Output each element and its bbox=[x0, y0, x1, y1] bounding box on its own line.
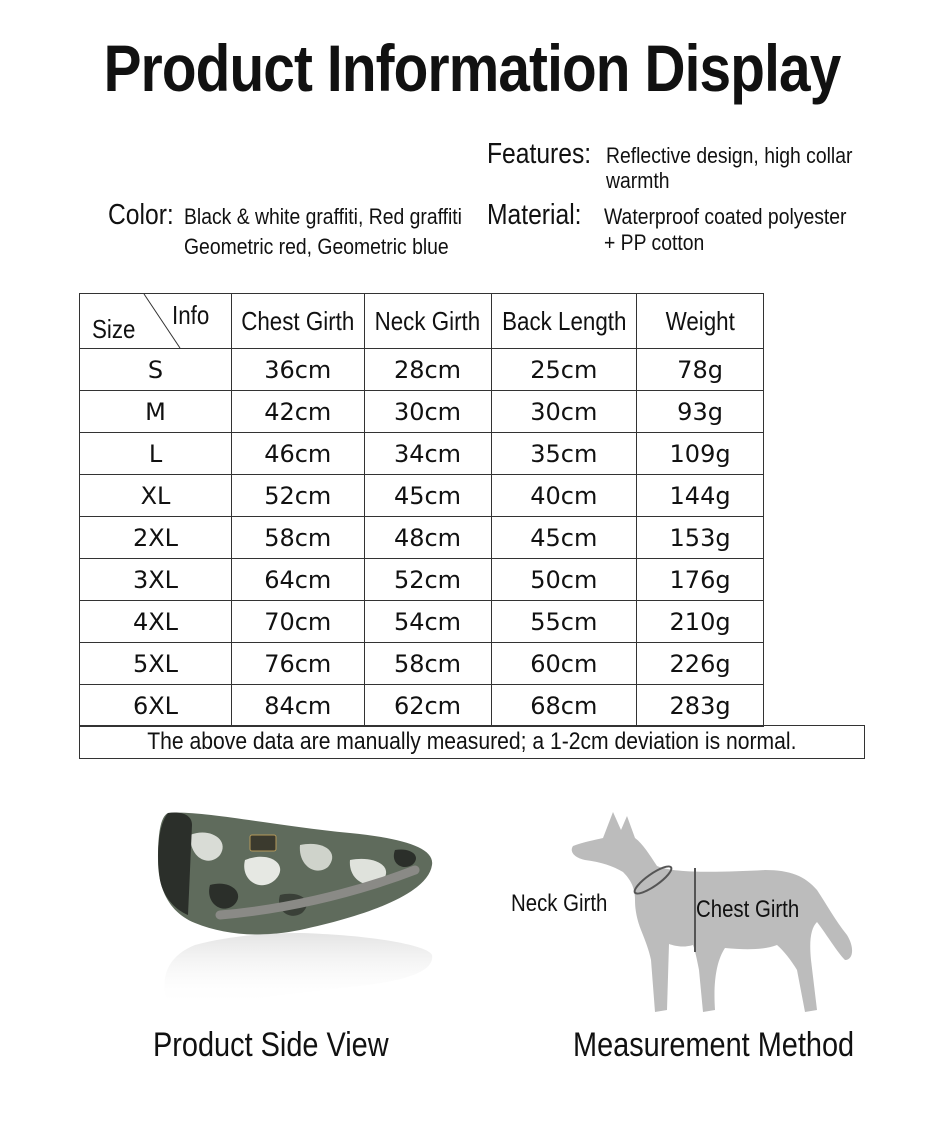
size-cell: 5XL bbox=[80, 643, 232, 685]
weight-cell: 153g bbox=[637, 517, 764, 559]
measurement-note: The above data are manually measured; a 1-2cm deviation is normal. bbox=[79, 725, 865, 759]
chest-girth-cell: 52cm bbox=[232, 475, 365, 517]
weight-cell: 283g bbox=[637, 685, 764, 727]
size-cell: 4XL bbox=[80, 601, 232, 643]
table-corner-cell bbox=[80, 294, 232, 349]
features-label: Features: bbox=[487, 138, 592, 170]
neck-girth-cell: 28cm bbox=[364, 349, 491, 391]
weight-cell: 109g bbox=[637, 433, 764, 475]
size-cell: 6XL bbox=[80, 685, 232, 727]
size-cell: S bbox=[80, 349, 232, 391]
chest-girth-cell: 84cm bbox=[232, 685, 365, 727]
weight-cell: 144g bbox=[637, 475, 764, 517]
neck-girth-label: Neck Girth bbox=[511, 890, 608, 917]
weight-cell: 78g bbox=[637, 349, 764, 391]
page-title: Product Information Display bbox=[103, 31, 841, 105]
neck-girth-cell: 34cm bbox=[364, 433, 491, 475]
table-row bbox=[80, 643, 764, 685]
back-length-cell: 55cm bbox=[491, 601, 637, 643]
size-cell: L bbox=[80, 433, 232, 475]
weight-cell: 93g bbox=[637, 391, 764, 433]
color-value-line2: Geometric red, Geometric blue bbox=[184, 234, 449, 259]
neck-girth-cell: 58cm bbox=[364, 643, 491, 685]
neck-girth-cell: 52cm bbox=[364, 559, 491, 601]
back-length-cell: 35cm bbox=[491, 433, 637, 475]
measurement-method-caption: Measurement Method bbox=[573, 1026, 855, 1064]
weight-cell: 226g bbox=[637, 643, 764, 685]
table-header-row bbox=[80, 294, 764, 349]
back-length-cell: 45cm bbox=[491, 517, 637, 559]
neck-girth-cell: 30cm bbox=[364, 391, 491, 433]
back-length-cell: 25cm bbox=[491, 349, 637, 391]
back-length-cell: 30cm bbox=[491, 391, 637, 433]
chest-girth-cell: 64cm bbox=[232, 559, 365, 601]
chest-girth-cell: 36cm bbox=[232, 349, 365, 391]
size-cell: 2XL bbox=[80, 517, 232, 559]
table-row bbox=[80, 433, 764, 475]
material-label: Material: bbox=[487, 199, 582, 231]
neck-girth-cell: 54cm bbox=[364, 601, 491, 643]
header-back-length: Back Length bbox=[491, 294, 637, 349]
neck-girth-cell: 45cm bbox=[364, 475, 491, 517]
color-label: Color: bbox=[108, 199, 174, 231]
header-chest-girth: Chest Girth bbox=[232, 294, 365, 349]
weight-cell: 210g bbox=[637, 601, 764, 643]
chest-girth-cell: 76cm bbox=[232, 643, 365, 685]
features-value-line2: warmth bbox=[606, 168, 670, 193]
back-length-cell: 50cm bbox=[491, 559, 637, 601]
back-length-cell: 68cm bbox=[491, 685, 637, 727]
weight-cell: 176g bbox=[637, 559, 764, 601]
back-length-cell: 40cm bbox=[491, 475, 637, 517]
material-value-line1: Waterproof coated polyester bbox=[604, 204, 847, 229]
size-table bbox=[79, 293, 764, 727]
table-row bbox=[80, 391, 764, 433]
chest-girth-cell: 42cm bbox=[232, 391, 365, 433]
product-jacket-image bbox=[150, 805, 450, 1020]
color-value-line1: Black & white graffiti, Red graffiti bbox=[184, 204, 462, 229]
table-row bbox=[80, 475, 764, 517]
chest-girth-label: Chest Girth bbox=[696, 896, 800, 923]
table-body bbox=[80, 349, 764, 727]
chest-girth-cell: 46cm bbox=[232, 433, 365, 475]
header-weight: Weight bbox=[637, 294, 764, 349]
header-neck-girth: Neck Girth bbox=[364, 294, 491, 349]
material-value-line2: + PP cotton bbox=[604, 230, 705, 255]
features-value-line1: Reflective design, high collar bbox=[606, 143, 853, 168]
table-row bbox=[80, 349, 764, 391]
corner-size-label: Size bbox=[92, 314, 136, 344]
size-cell: 3XL bbox=[80, 559, 232, 601]
neck-girth-cell: 62cm bbox=[364, 685, 491, 727]
back-length-cell: 60cm bbox=[491, 643, 637, 685]
product-side-view-caption: Product Side View bbox=[153, 1026, 389, 1064]
table-row bbox=[80, 685, 764, 727]
table-row bbox=[80, 559, 764, 601]
corner-info-label: Info bbox=[172, 300, 210, 330]
size-cell: XL bbox=[80, 475, 232, 517]
neck-girth-cell: 48cm bbox=[364, 517, 491, 559]
size-cell: M bbox=[80, 391, 232, 433]
table-row bbox=[80, 517, 764, 559]
chest-girth-cell: 70cm bbox=[232, 601, 365, 643]
table-row bbox=[80, 601, 764, 643]
chest-girth-cell: 58cm bbox=[232, 517, 365, 559]
